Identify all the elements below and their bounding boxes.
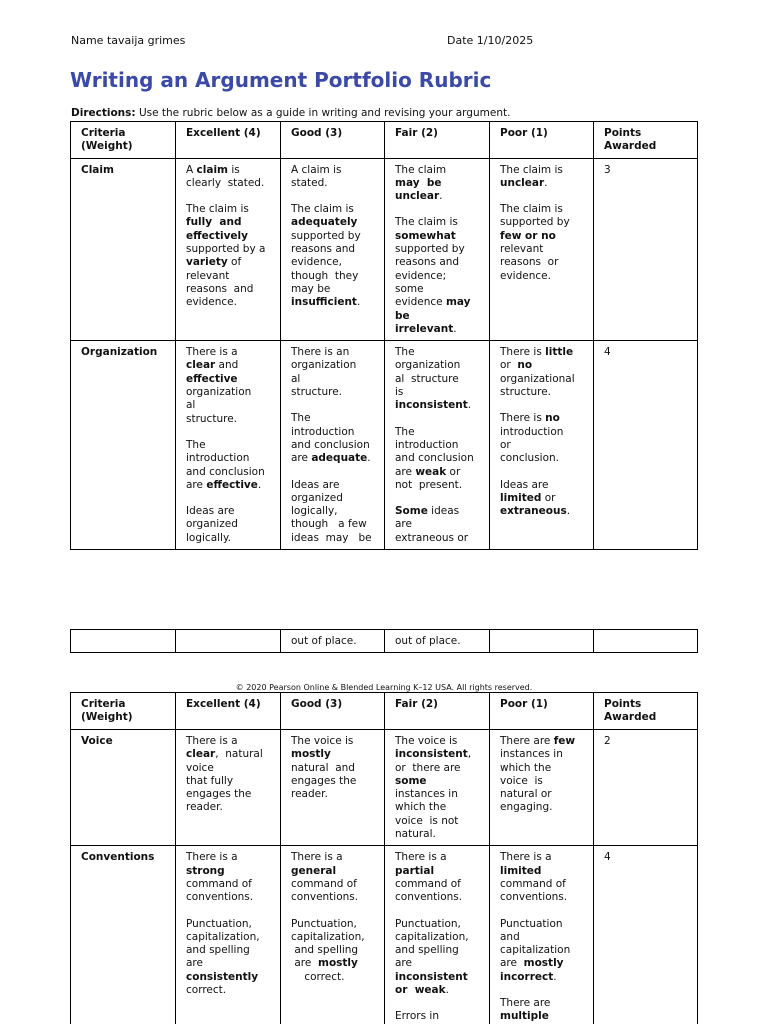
- cell-claim-excellent: A claim is clearly stated. The claim is fully and effectively supported by a variety of relevant reasons and evidence.: [176, 158, 281, 341]
- header-points: Points Awarded: [594, 693, 698, 730]
- header-good: Good (3): [281, 693, 385, 730]
- header-poor: Poor (1): [490, 122, 594, 159]
- cont-excellent: [176, 630, 281, 653]
- cell-organization-excellent: There is a clear and effective organization al structure. The introduction and conclusion are effective. Ideas are organized logically.: [176, 341, 281, 550]
- cell-voice-excellent: There is a clear, natural voice that fully engages the reader.: [176, 730, 281, 846]
- rubric-table-2: [70, 692, 698, 1024]
- criterion-claim: Claim: [71, 158, 176, 341]
- cell-conventions-fair: There is a partial command of conventions. Punctuation, capitalization, and spelling are inconsistent or weak. Errors in: [385, 846, 490, 1024]
- header-excellent: Excellent (4): [176, 122, 281, 159]
- cell-claim-fair: The claim may be unclear. The claim is somewhat supported by reasons and evidence; some evidence may be irrelevant.: [385, 158, 490, 341]
- cont-fair: out of place.: [385, 630, 490, 653]
- cont-criteria: [71, 630, 176, 653]
- row-voice: [71, 730, 698, 846]
- header-good: Good (3): [281, 122, 385, 159]
- copyright-notice: © 2020 Pearson Online & Blended Learning K–12 USA. All rights reserved.: [235, 683, 533, 692]
- name-line: [71, 34, 185, 47]
- header-criteria: Criteria (Weight): [71, 122, 176, 159]
- header-excellent: Excellent (4): [176, 693, 281, 730]
- criterion-organization: Organization: [71, 341, 176, 550]
- cell-voice-good: The voice is mostly natural and engages the reader.: [281, 730, 385, 846]
- header-criteria: Criteria (Weight): [71, 693, 176, 730]
- points-conventions[interactable]: 4: [594, 846, 698, 1024]
- header-fair: Fair (2): [385, 693, 490, 730]
- header-poor: Poor (1): [490, 693, 594, 730]
- cell-organization-fair: The organization al structure is inconsistent. The introduction and conclusion are weak or not present. Some ideas are extraneous or: [385, 341, 490, 550]
- rubric-table-continuation: [70, 629, 698, 653]
- header-fair: Fair (2): [385, 122, 490, 159]
- date-value[interactable]: 1/10/2025: [476, 34, 534, 47]
- name-label: Name: [71, 34, 104, 47]
- table-header-row: [71, 122, 698, 159]
- criterion-conventions: Conventions: [71, 846, 176, 1024]
- rubric-table-1: [70, 121, 698, 550]
- row-conventions: [71, 846, 698, 1024]
- points-claim[interactable]: 3: [594, 158, 698, 341]
- cell-voice-poor: There are few instances in which the voice is natural or engaging.: [490, 730, 594, 846]
- cell-organization-poor: There is little or no organizational structure. There is no introduction or conclusion. Ideas are limited or extraneous.: [490, 341, 594, 550]
- cont-poor: [490, 630, 594, 653]
- points-organization[interactable]: 4: [594, 341, 698, 550]
- header-points: Points Awarded: [594, 122, 698, 159]
- cell-organization-good: There is an organization al structure. The introduction and conclusion are adequate. Ideas are organized logically, though a few ideas may be: [281, 341, 385, 550]
- cell-conventions-poor: There is a limited command of conventions. Punctuation and capitalization are mostly incorrect. There are multiple: [490, 846, 594, 1024]
- directions-label: Directions:: [71, 107, 136, 119]
- criterion-voice: Voice: [71, 730, 176, 846]
- directions: [71, 107, 510, 119]
- cont-good: out of place.: [281, 630, 385, 653]
- points-voice[interactable]: 2: [594, 730, 698, 846]
- directions-text: Use the rubric below as a guide in writing and revising your argument.: [135, 107, 511, 119]
- page-title: Writing an Argument Portfolio Rubric: [70, 68, 492, 92]
- cell-conventions-excellent: There is a strong command of conventions. Punctuation, capitalization, and spelling are consistently correct.: [176, 846, 281, 1024]
- cell-claim-poor: The claim is unclear. The claim is supported by few or no relevant reasons or evidence.: [490, 158, 594, 341]
- date-label: Date: [447, 34, 474, 47]
- row-claim: [71, 158, 698, 341]
- row-organization-continued: [71, 630, 698, 653]
- cell-voice-fair: The voice is inconsistent, or there are some instances in which the voice is not natural.: [385, 730, 490, 846]
- cell-conventions-good: There is a general command of conventions. Punctuation, capitalization, and spelling are mostly correct.: [281, 846, 385, 1024]
- table-header-row-2: [71, 693, 698, 730]
- cell-claim-good: A claim is stated. The claim is adequately supported by reasons and evidence, though they may be insufficient.: [281, 158, 385, 341]
- cont-points: [594, 630, 698, 653]
- name-value[interactable]: tavaija grimes: [106, 34, 186, 47]
- date-line: [447, 34, 533, 47]
- row-organization: [71, 341, 698, 550]
